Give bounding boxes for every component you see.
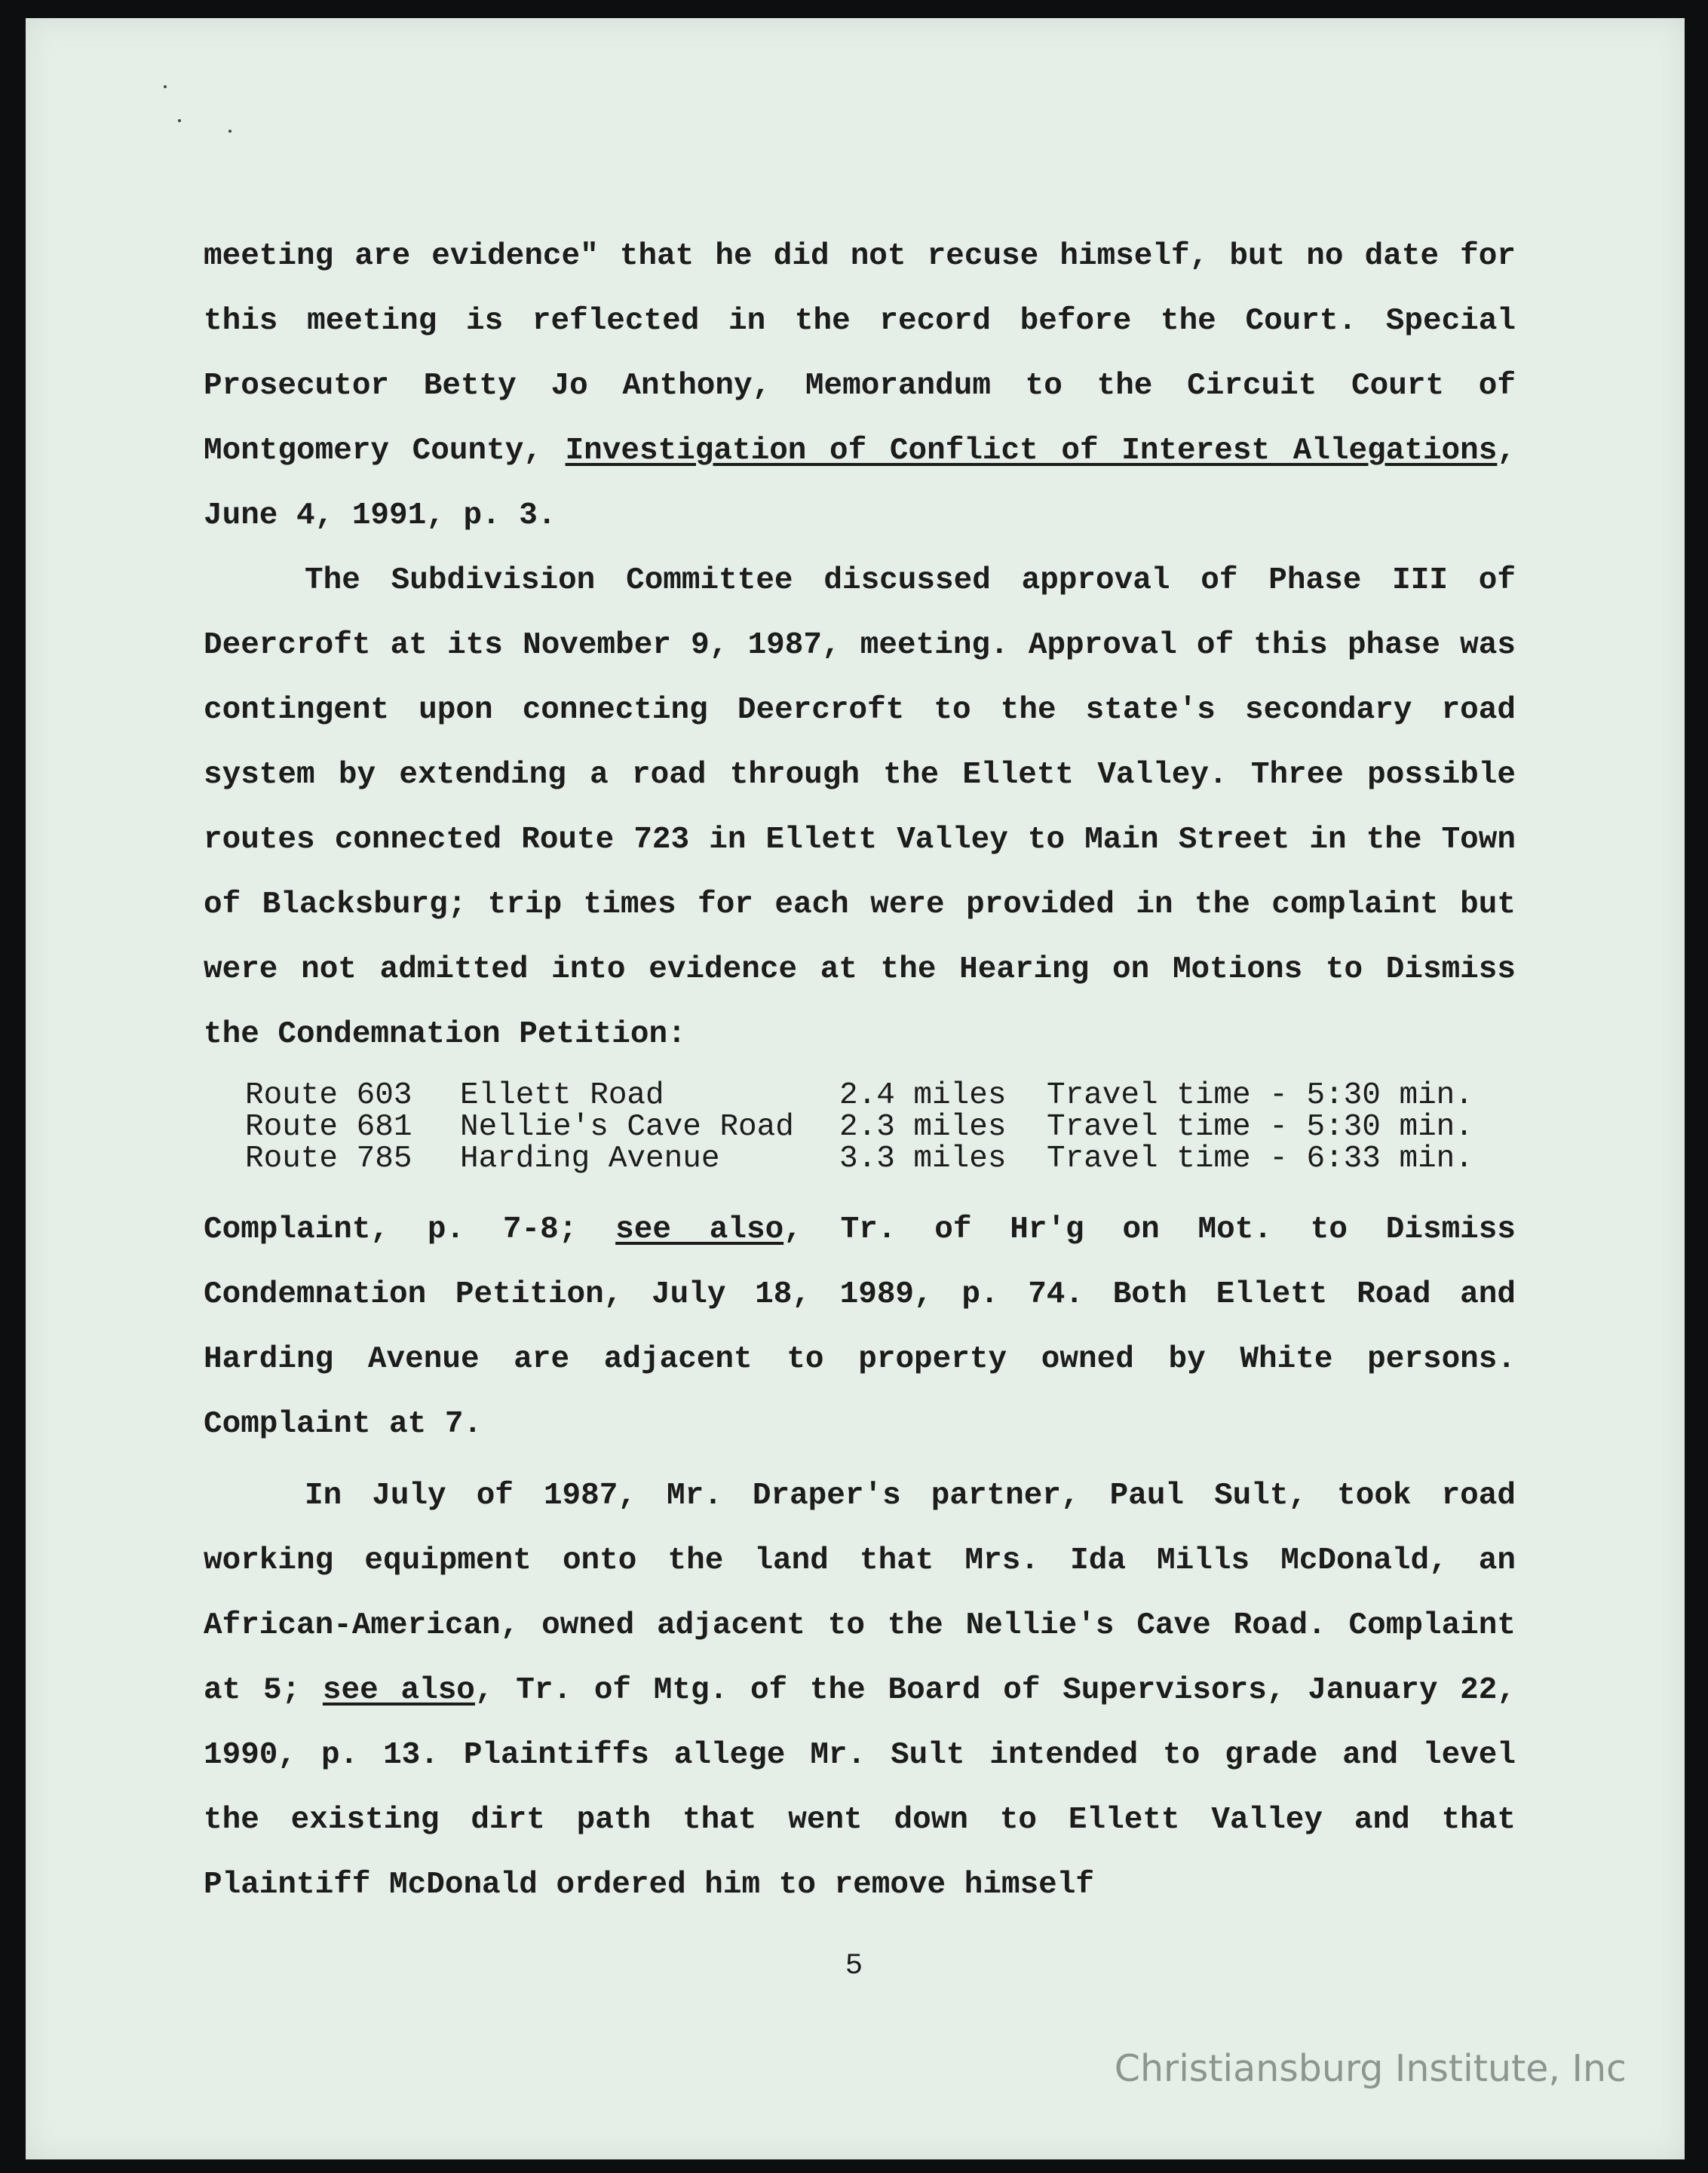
speck [164,85,167,88]
travel-time: Travel time - 6:33 min. [1047,1142,1473,1176]
speck [228,130,232,133]
see-also: see also [322,1673,475,1708]
road-name: Ellett Road [460,1078,664,1113]
route-distance: 2.4 miles [839,1078,1007,1113]
road-name: Harding Avenue [460,1142,720,1176]
route-number: Route 681 [245,1110,412,1145]
para4-text-end: , Tr. of Mtg. of the Board of Supervisors, January 22, 1990, p. 13. Plaintiffs allege Mr. Sult intended to grade and level the existing dirt path that went down to Ellett Valley and that Plaintiff McDonald ordered him to remove himself [204,1673,1516,1902]
watermark: Christiansburg Institute, Inc [1114,2047,1627,2090]
routes-table [245,1080,1499,1175]
memo-title: Investigation of Conflict of Interest Allegations [565,434,1498,468]
para3-text-end: , Tr. of Hr'g on Mot. to Dismiss Condemnation Petition, July 18, 1989, p. 74. Both Ellett Road and Harding Avenue are adjacent to property owned by White persons. Complaint at 7. [204,1212,1516,1442]
para1-text-end: , June 4, 1991, p. 3. [204,434,1516,533]
travel-time: Travel time - 5:30 min. [1047,1110,1473,1145]
route-row [245,1111,1499,1143]
para4-text: In July of 1987, Mr. Draper's partner, Paul Sult, took road working equipment onto the land that Mrs. Ida Mills McDonald, an African-American, owned adjacent to the Nellie's Cave Road. Complaint at 5; [204,1479,1516,1708]
paragraph-3 [204,1197,1516,1457]
route-distance: 3.3 miles [839,1142,1007,1176]
para1-text: meeting are evidence" that he did not recuse himself, but no date for this meeting is reflected in the record before the Court. Special Prosecutor Betty Jo Anthony, Memorandum to the Circuit Court of Montgomery County, [204,239,1516,468]
route-row [245,1080,1499,1111]
route-number: Route 603 [245,1078,412,1113]
see-also: see also [615,1212,784,1247]
speck [178,119,181,122]
travel-time: Travel time - 5:30 min. [1047,1078,1473,1113]
page-number: 5 [845,1949,863,1982]
route-distance: 2.3 miles [839,1110,1007,1145]
paragraph-1 [204,224,1516,548]
route-row [245,1143,1499,1175]
para3-text: Complaint, p. 7-8; [204,1212,616,1247]
paragraph-4 [204,1463,1516,1917]
route-number: Route 785 [245,1142,412,1176]
paragraph-2: The Subdivision Committee discussed approval of Phase III of Deercroft at its November 9, 1987, meeting. Approval of this phase was contingent upon connecting Deercroft to the state's secondary road system by extending a road through the Ellett Valley. Three possible routes connected Route 723 in Ellett Valley to Main Street in the Town of Blacksburg; trip times for each were provided in the complaint but were not admitted into evidence at the Hearing on Motions to Dismiss the Condemnation Petition: [204,563,1516,1052]
road-name: Nellie's Cave Road [460,1110,794,1145]
